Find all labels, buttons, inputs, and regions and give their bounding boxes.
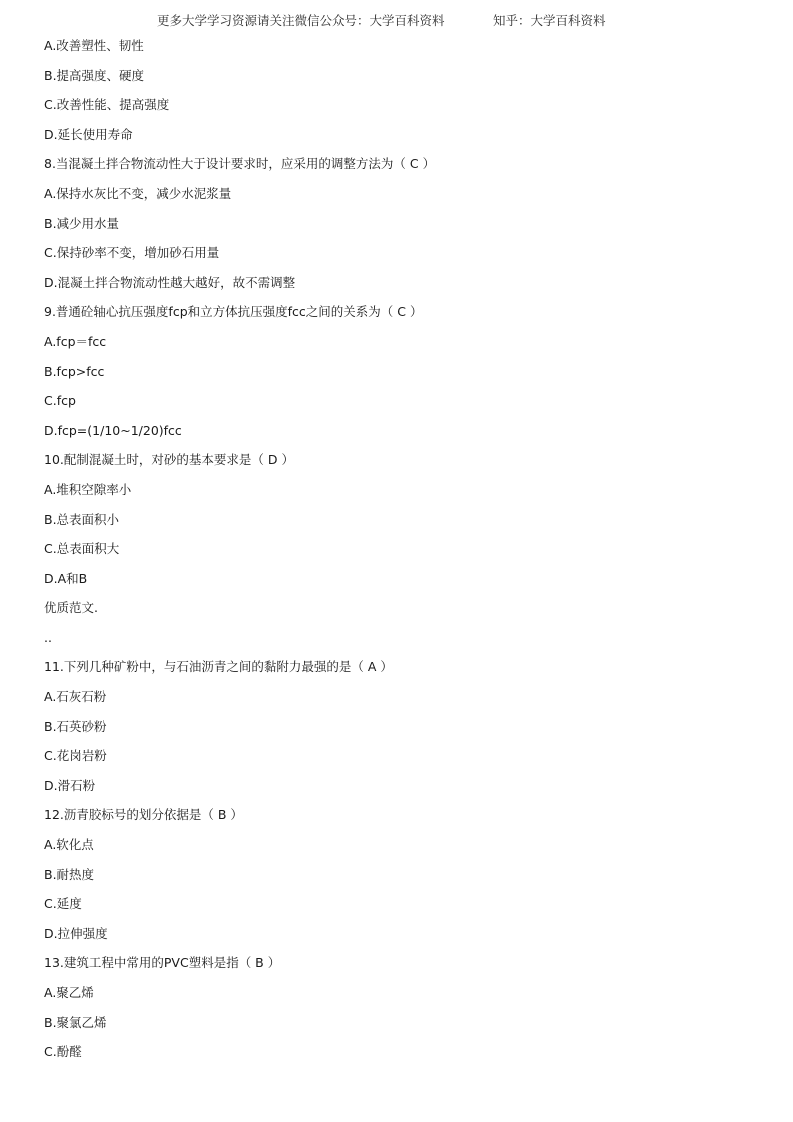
document-body [44,37,764,1073]
option-line: A.fcp＝fcc [44,333,107,349]
option-line: D.A和B [44,570,88,586]
option-line: A.软化点 [44,837,94,853]
option-line: C.改善性能、提高强度 [44,97,170,113]
option-line: B.耐热度 [44,866,95,882]
question-9: 9.普通砼轴心抗压强度fcp和立方体抗压强度fcc之间的关系为（ C ） [44,304,423,320]
option-line: D.延长使用寿命 [44,126,133,142]
option-line: C.fcp [44,393,76,409]
page-separator-dots: .. [44,629,52,645]
option-line: D.混凝土拌合物流动性越大越好，故不需调整 [44,274,296,290]
option-line: C.酚醛 [44,1044,82,1060]
page-footer-text: 优质范文. [44,600,98,616]
question-8: 8.当混凝土拌合物流动性大于设计要求时，应采用的调整方法为（ C ） [44,156,436,172]
option-line: B.提高强度、硬度 [44,67,145,83]
option-line: C.花岗岩粉 [44,748,107,764]
option-line: D.拉伸强度 [44,925,108,941]
option-line: A.聚乙烯 [44,985,94,1000]
option-line: B.聚氯乙烯 [44,1014,107,1030]
option-line: A.保持水灰比不变，减少水泥浆量 [44,185,232,201]
option-line: C.保持砂率不变，增加砂石用量 [44,245,220,261]
option-line: B.fcp>fcc [44,363,105,379]
header-wechat-notice: 更多大学学习资源请关注微信公众号：大学百科资料 [157,13,445,28]
option-line: A.石灰石粉 [44,689,107,705]
question-13: 13.建筑工程中常用的PVC塑料是指（ B ） [44,955,281,971]
option-line: A.堆积空隙率小 [44,481,132,497]
option-line: D.滑石粉 [44,777,96,793]
option-line: B.总表面积小 [44,511,120,527]
question-11: 11.下列几种矿粉中，与石油沥青之间的黏附力最强的是（ A ） [44,659,393,675]
header-zhihu-notice: 知乎：大学百科资料 [493,13,606,28]
option-line: C.总表面积大 [44,541,120,557]
option-line: B.石英砂粉 [44,718,107,734]
option-line: C.延度 [44,896,82,912]
option-line: B.减少用水量 [44,215,120,231]
option-line: D.fcp=(1/10~1/20)fcc [44,422,182,438]
option-line: A.改善塑性、韧性 [44,38,144,53]
question-10: 10.配制混凝土时，对砂的基本要求是（ D ） [44,452,294,468]
page-header [0,11,793,29]
question-12: 12.沥青胶标号的划分依据是（ B ） [44,807,243,823]
